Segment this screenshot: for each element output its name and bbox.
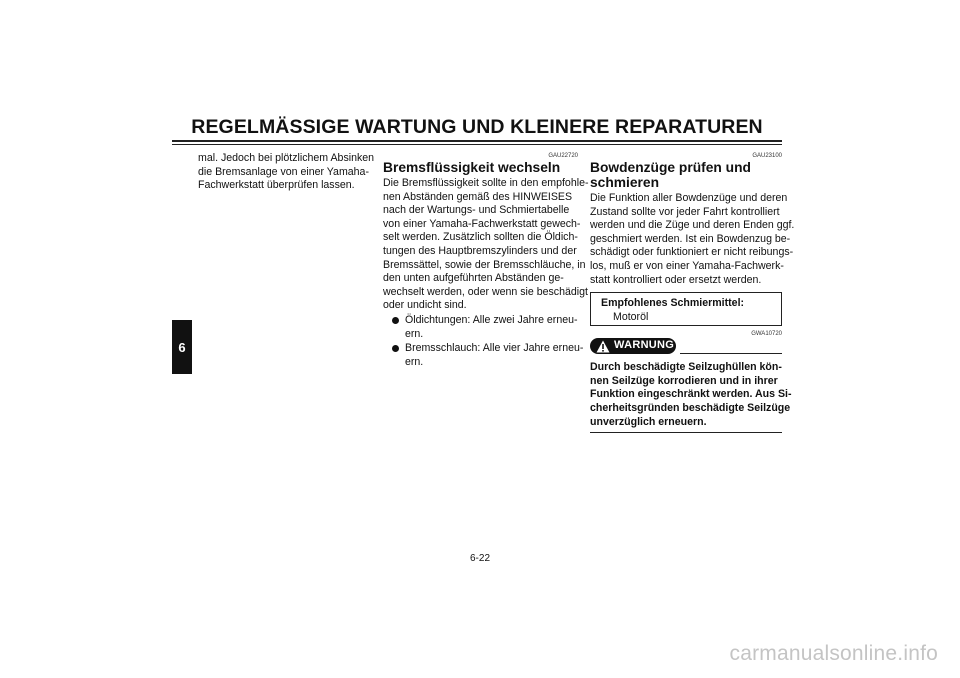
warning-code: GWA10720	[751, 331, 782, 338]
warning-line: unverzüglich erneuern.	[590, 415, 707, 428]
text-line: von einer Yamaha-Fachwerkstatt gewech-	[383, 217, 581, 230]
bullet-dot-icon	[392, 345, 399, 352]
text-line: Die Bremsflüssigkeit sollte in den empfohle-	[383, 177, 589, 189]
text-line: los, muß er von einer Yamaha-Fachwerk-	[590, 259, 784, 272]
section-body	[590, 192, 795, 287]
text-line: schädigt oder funktioniert er nicht reibungs-	[590, 246, 794, 259]
warning-badge	[590, 338, 676, 354]
warning-line: Funktion eingeschränkt werden. Aus Si-	[590, 388, 792, 401]
text-line: selt werden. Zusätzlich sollten die Öldich-	[383, 231, 578, 244]
warning-line: Durch beschädigte Seilzughüllen kön-	[590, 361, 782, 374]
warning-triangle-icon	[596, 340, 610, 353]
section-code: GAU23100	[752, 153, 782, 159]
heading-line: schmieren	[590, 175, 660, 190]
text-line: geschmiert werden. Ist ein Bowdenzug be-	[590, 232, 791, 245]
section-brake-fluid	[383, 152, 589, 369]
bullet-dot-icon	[392, 317, 399, 324]
bullet-line: Öldichtungen: Alle zwei Jahre erneu-	[405, 313, 578, 326]
text-line: Zustand sollte vor jeder Fahrt kontrolliert	[590, 205, 780, 218]
lubricant-box	[590, 292, 782, 326]
bullet-line: Bremsschlauch: Alle vier Jahre erneu-	[405, 342, 584, 355]
warning-line: cherheitsgründen beschädigte Seilzüge	[590, 401, 791, 414]
lubricant-label: Empfohlenes Schmiermittel:	[601, 297, 745, 310]
section-body	[383, 177, 589, 313]
section-heading	[383, 160, 578, 175]
warning-bottom-rule	[590, 432, 782, 433]
page-title: REGELMÄSSIGE WARTUNG UND KLEINERE REPARATUREN	[191, 116, 763, 138]
bullet-item	[383, 342, 584, 369]
text-line: werden und die Züge und deren Enden ggf.	[590, 219, 795, 232]
page-number: 6-22	[469, 553, 490, 564]
warning-text	[590, 361, 792, 429]
warning-header	[590, 331, 782, 358]
section-cables	[590, 152, 795, 433]
title-rule-thick	[172, 140, 782, 142]
warning-rule	[680, 353, 782, 354]
title-rule-thin	[172, 144, 782, 145]
text-line: oder undicht sind.	[383, 299, 467, 312]
warning-line: nen Seilzüge korrodieren und in ihrer	[590, 374, 778, 387]
bullet-item	[383, 314, 578, 341]
lubricant-value: Motoröl	[613, 310, 649, 323]
text-line: statt kontrolliert oder ersetzt werden.	[590, 273, 762, 286]
text-line: nen Abständen gemäß des HINWEISES	[383, 190, 573, 203]
bullet-line: ern.	[405, 355, 424, 368]
section-code: GAU22720	[548, 153, 578, 159]
column-continuation-text	[198, 152, 376, 193]
text-line: Bremssättel, sowie der Bremsschläuche, in	[383, 258, 586, 271]
text-line: die Bremsanlage von einer Yamaha-	[198, 165, 369, 178]
bullet-line: ern.	[405, 327, 424, 340]
chapter-tab: 6	[172, 320, 192, 374]
heading-line: Bremsflüssigkeit wechseln	[383, 160, 561, 175]
text-line: wechselt werden, oder wenn sie beschädigt	[383, 285, 588, 298]
warning-label: WARNUNG	[614, 339, 675, 352]
text-line: mal. Jedoch bei plötzlichem Absinken	[198, 152, 375, 164]
text-line: nach der Wartungs- und Schmiertabelle	[383, 204, 570, 217]
watermark: carmanualsonline.info	[729, 642, 938, 665]
section-heading	[590, 160, 782, 190]
heading-line: Bowdenzüge prüfen und	[590, 160, 751, 175]
text-line: tungen des Hauptbremszylinders und der	[383, 244, 577, 257]
text-line: den unten aufgeführten Abständen ge-	[383, 272, 564, 285]
text-line: Fachwerkstatt überprüfen lassen.	[198, 179, 355, 192]
text-line: Die Funktion aller Bowdenzüge und deren	[590, 192, 788, 204]
